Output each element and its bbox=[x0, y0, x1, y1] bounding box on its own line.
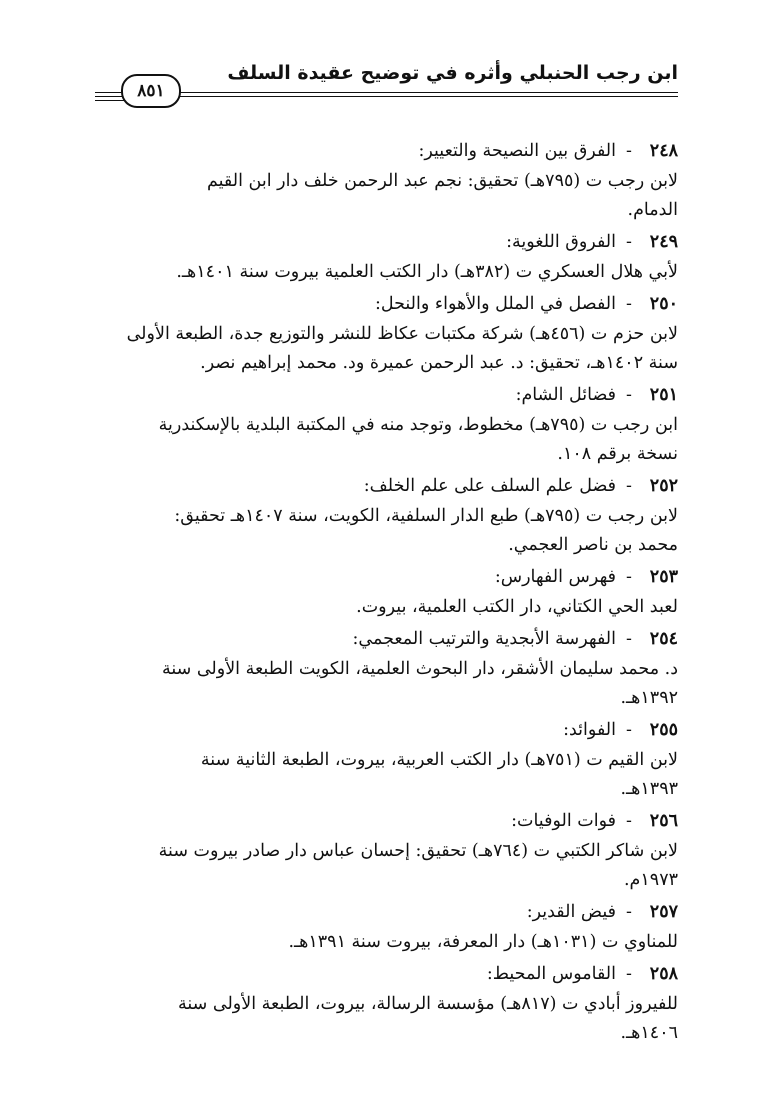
bibliography-entry bbox=[96, 227, 678, 287]
entry-description bbox=[96, 167, 678, 225]
entry-heading bbox=[96, 380, 678, 411]
entry-title: فضل علم السلف على علم الخلف: bbox=[363, 476, 616, 496]
entry-heading bbox=[96, 289, 678, 320]
bibliography-entry bbox=[96, 959, 678, 1048]
entry-number: ٢٥٥ bbox=[649, 720, 678, 740]
entry-title: فضائل الشام: bbox=[515, 385, 616, 405]
entry-heading bbox=[96, 715, 678, 746]
entry-description-line: لأبي هلال العسكري ت (٣٨٢هـ) دار الكتب العلمية بيروت سنة ١٤٠١هـ. bbox=[176, 262, 678, 282]
running-title: ابن رجب الحنبلي وأثره في توضيح عقيدة السلف bbox=[227, 62, 678, 84]
entry-number: ٢٥٤ bbox=[649, 629, 678, 649]
entry-dash: - bbox=[626, 385, 632, 405]
entry-description bbox=[96, 837, 678, 895]
entry-heading bbox=[96, 806, 678, 837]
entry-description-line: للفيروز أبادي ت (٨١٧هـ) مؤسسة الرسالة، بيروت، الطبعة الأولى سنة bbox=[178, 994, 678, 1014]
entry-dash: - bbox=[626, 964, 632, 984]
entry-title: فهرس الفهارس: bbox=[494, 567, 616, 587]
entry-description bbox=[96, 411, 678, 469]
entry-dash: - bbox=[626, 811, 632, 831]
entry-description bbox=[96, 593, 678, 622]
entry-description bbox=[96, 502, 678, 560]
entry-dash: - bbox=[626, 629, 632, 649]
entry-dash: - bbox=[626, 232, 632, 252]
entry-number: ٢٥٨ bbox=[649, 964, 678, 984]
entry-dash: - bbox=[626, 720, 632, 740]
bibliography-entry bbox=[96, 289, 678, 378]
entry-description bbox=[96, 258, 678, 287]
bibliography-list bbox=[96, 136, 678, 1050]
entry-dash: - bbox=[626, 476, 632, 496]
entry-dash: - bbox=[626, 141, 632, 161]
entry-description-line: للمناوي ت (١٠٣١هـ) دار المعرفة، بيروت سنة ١٣٩١هـ. bbox=[288, 932, 678, 952]
entry-heading bbox=[96, 959, 678, 990]
entry-description-line: سنة ١٤٠٢هـ، تحقيق: د. عبد الرحمن عميرة ود. محمد إبراهيم نصر. bbox=[200, 353, 678, 373]
header-rule bbox=[163, 92, 678, 93]
bibliography-entry bbox=[96, 380, 678, 469]
entry-number: ٢٤٨ bbox=[649, 141, 678, 161]
entry-title: فوات الوفيات: bbox=[511, 811, 616, 831]
entry-number: ٢٥٢ bbox=[649, 476, 678, 496]
entry-number: ٢٥٦ bbox=[649, 811, 678, 831]
entry-title: الفروق اللغوية: bbox=[506, 232, 616, 252]
entry-heading bbox=[96, 897, 678, 928]
entry-heading bbox=[96, 471, 678, 502]
bibliography-entry bbox=[96, 136, 678, 225]
entry-description-line: الدمام. bbox=[627, 200, 678, 220]
page-header bbox=[95, 54, 678, 102]
entry-description-line: ١٣٩٢هـ. bbox=[620, 688, 678, 708]
entry-description-line: لابن شاكر الكتبي ت (٧٦٤هـ) تحقيق: إحسان عباس دار صادر بيروت سنة bbox=[158, 841, 678, 861]
entry-title: الفصل في الملل والأهواء والنحل: bbox=[374, 294, 616, 314]
entry-number: ٢٤٩ bbox=[649, 232, 678, 252]
bibliography-entry bbox=[96, 897, 678, 957]
entry-description bbox=[96, 746, 678, 804]
entry-description bbox=[96, 655, 678, 713]
page-number: ٨٥١ bbox=[121, 74, 181, 108]
entry-title: القاموس المحيط: bbox=[486, 964, 616, 984]
entry-description-line: ابن رجب ت (٧٩٥هـ) مخطوط، وتوجد منه في المكتبة البلدية بالإسكندرية bbox=[158, 415, 678, 435]
entry-description bbox=[96, 928, 678, 957]
entry-number: ٢٥٧ bbox=[649, 902, 678, 922]
header-rule bbox=[163, 96, 678, 97]
entry-description bbox=[96, 990, 678, 1048]
bibliography-entry bbox=[96, 624, 678, 713]
entry-description-line: نسخة برقم ١٠٨. bbox=[557, 444, 678, 464]
entry-description-line: لابن حزم ت (٤٥٦هـ) شركة مكتبات عكاظ للنشر والتوزيع جدة، الطبعة الأولى bbox=[126, 324, 678, 344]
entry-title: الفرق بين النصيحة والتعيير: bbox=[418, 141, 616, 161]
entry-description-line: لعبد الحي الكتاني، دار الكتب العلمية، بيروت. bbox=[356, 597, 678, 617]
entry-description-line: ١٩٧٣م. bbox=[623, 870, 678, 890]
entry-title: الفهرسة الأبجدية والترتيب المعجمي: bbox=[352, 629, 616, 649]
bibliography-entry bbox=[96, 471, 678, 560]
bibliography-entry bbox=[96, 562, 678, 622]
entry-heading bbox=[96, 227, 678, 258]
entry-heading bbox=[96, 562, 678, 593]
entry-description-line: ١٣٩٣هـ. bbox=[620, 779, 678, 799]
bibliography-entry bbox=[96, 715, 678, 804]
entry-number: ٢٥١ bbox=[649, 385, 678, 405]
bibliography-entry bbox=[96, 806, 678, 895]
entry-number: ٢٥٠ bbox=[649, 294, 678, 314]
entry-title: الفوائد: bbox=[563, 720, 616, 740]
entry-description bbox=[96, 320, 678, 378]
entry-heading bbox=[96, 136, 678, 167]
entry-dash: - bbox=[626, 294, 632, 314]
entry-number: ٢٥٣ bbox=[649, 567, 678, 587]
entry-description-line: لابن رجب ت (٧٩٥هـ) طبع الدار السلفية، الكويت، سنة ١٤٠٧هـ تحقيق: bbox=[174, 506, 678, 526]
entry-dash: - bbox=[626, 902, 632, 922]
entry-heading bbox=[96, 624, 678, 655]
entry-description-line: لابن القيم ت (٧٥١هـ) دار الكتب العربية، بيروت، الطبعة الثانية سنة bbox=[200, 750, 678, 770]
entry-title: فيض القدير: bbox=[526, 902, 616, 922]
entry-dash: - bbox=[626, 567, 632, 587]
entry-description-line: ١٤٠٦هـ. bbox=[620, 1023, 678, 1043]
entry-description-line: د. محمد سليمان الأشقر، دار البحوث العلمية، الكويت الطبعة الأولى سنة bbox=[161, 659, 678, 679]
entry-description-line: لابن رجب ت (٧٩٥هـ) تحقيق: نجم عبد الرحمن خلف دار ابن القيم bbox=[207, 171, 678, 191]
entry-description-line: محمد بن ناصر العجمي. bbox=[508, 535, 678, 555]
